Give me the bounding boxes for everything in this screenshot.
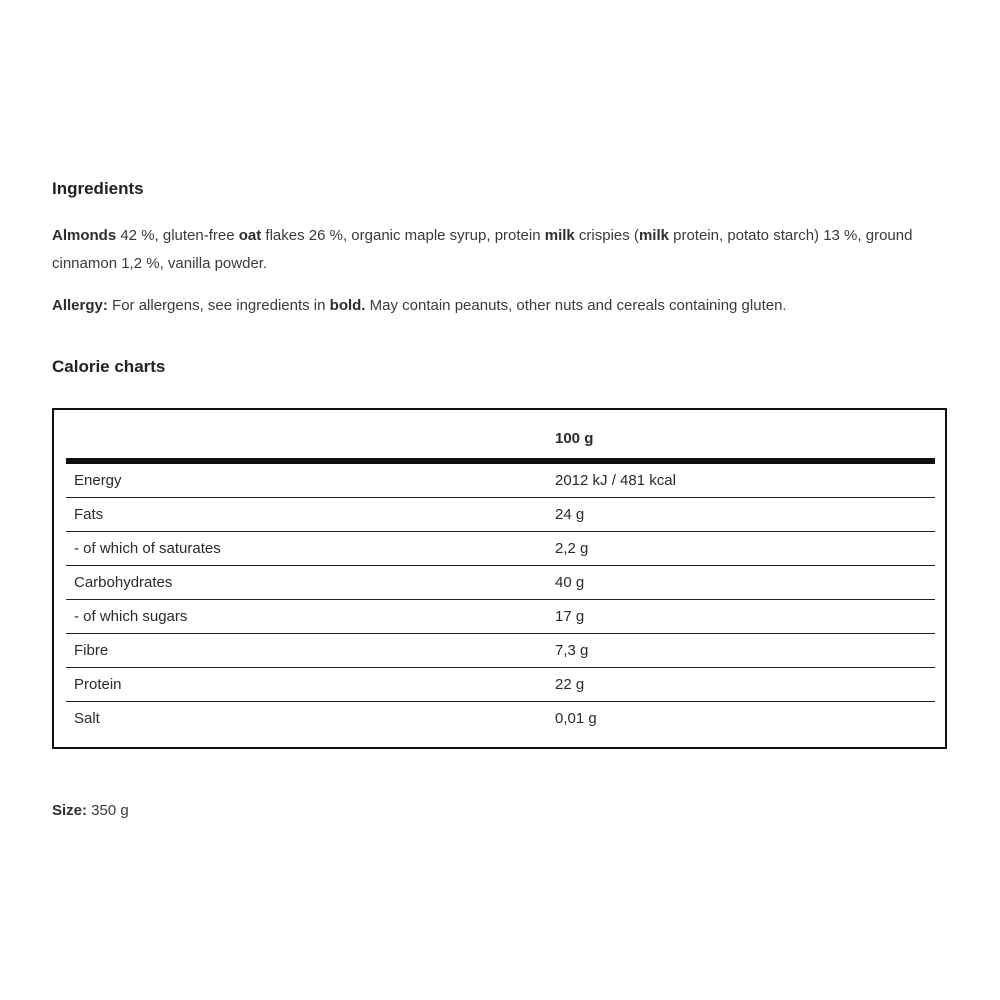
ingredient-part: crispies (	[574, 227, 639, 244]
allergy-label: Allergy:	[52, 297, 108, 314]
nutrient-value: 22 g	[555, 668, 935, 702]
allergy-text: For allergens, see ingredients in	[107, 297, 330, 314]
ingredient-part: milk	[638, 227, 669, 244]
ingredient-part: milk	[544, 227, 575, 244]
ingredients-text	[52, 222, 948, 278]
allergy-bold-word: bold.	[329, 297, 366, 314]
nutrient-name: Salt	[74, 710, 100, 727]
ingredients-heading: Ingredients	[52, 179, 144, 198]
nutrient-value: 2,2 g	[555, 532, 935, 566]
nutrient-value: 2012 kJ / 481 kcal	[555, 461, 935, 498]
nutrition-table	[66, 426, 935, 735]
nutrient-name: - of which of saturates	[66, 532, 555, 566]
nutrient-value: 17 g	[555, 600, 935, 634]
table-row	[66, 702, 935, 736]
nutrient-name: Protein	[66, 668, 555, 702]
ingredient-part: flakes 26 %, organic maple syrup, protein	[261, 227, 545, 244]
ingredient-part: oat	[238, 227, 262, 244]
size-note	[52, 800, 129, 822]
nutrient-name: Carbohydrates	[66, 566, 555, 600]
table-row	[66, 600, 935, 634]
allergy-text-after: May contain peanuts, other nuts and cereals containing gluten.	[365, 297, 787, 314]
nutrient-value: 40 g	[555, 566, 935, 600]
table-row	[66, 566, 935, 600]
ingredient-part: protein, potato starch) 13 %, ground cinnamon 1,2 %, vanilla powder.	[52, 227, 913, 272]
nutrient-value: 7,3 g	[555, 634, 935, 668]
nutrient-name: Fats	[66, 498, 555, 532]
table-header-empty	[66, 426, 555, 461]
calorie-charts-heading: Calorie charts	[52, 357, 166, 376]
table-header-row	[66, 426, 935, 461]
size-label: Size:	[52, 802, 88, 819]
nutrition-table-box	[52, 408, 947, 749]
table-row	[66, 461, 935, 498]
ingredient-part: 42 %, gluten-free	[116, 227, 239, 244]
table-row	[66, 668, 935, 702]
ingredient-part: Almonds	[52, 227, 117, 244]
table-row	[66, 634, 935, 668]
table-row	[66, 532, 935, 566]
allergy-note	[52, 295, 948, 317]
nutrient-name: - of which sugars	[66, 600, 555, 634]
nutrient-name: Fibre	[66, 634, 555, 668]
nutrient-value: 24 g	[555, 498, 935, 532]
table-header-100g: 100 g	[555, 426, 935, 461]
nutrient-name: Energy	[66, 461, 555, 498]
nutrient-value: 0,01 g	[555, 710, 597, 727]
table-row	[66, 498, 935, 532]
size-value: 350 g	[87, 802, 129, 819]
